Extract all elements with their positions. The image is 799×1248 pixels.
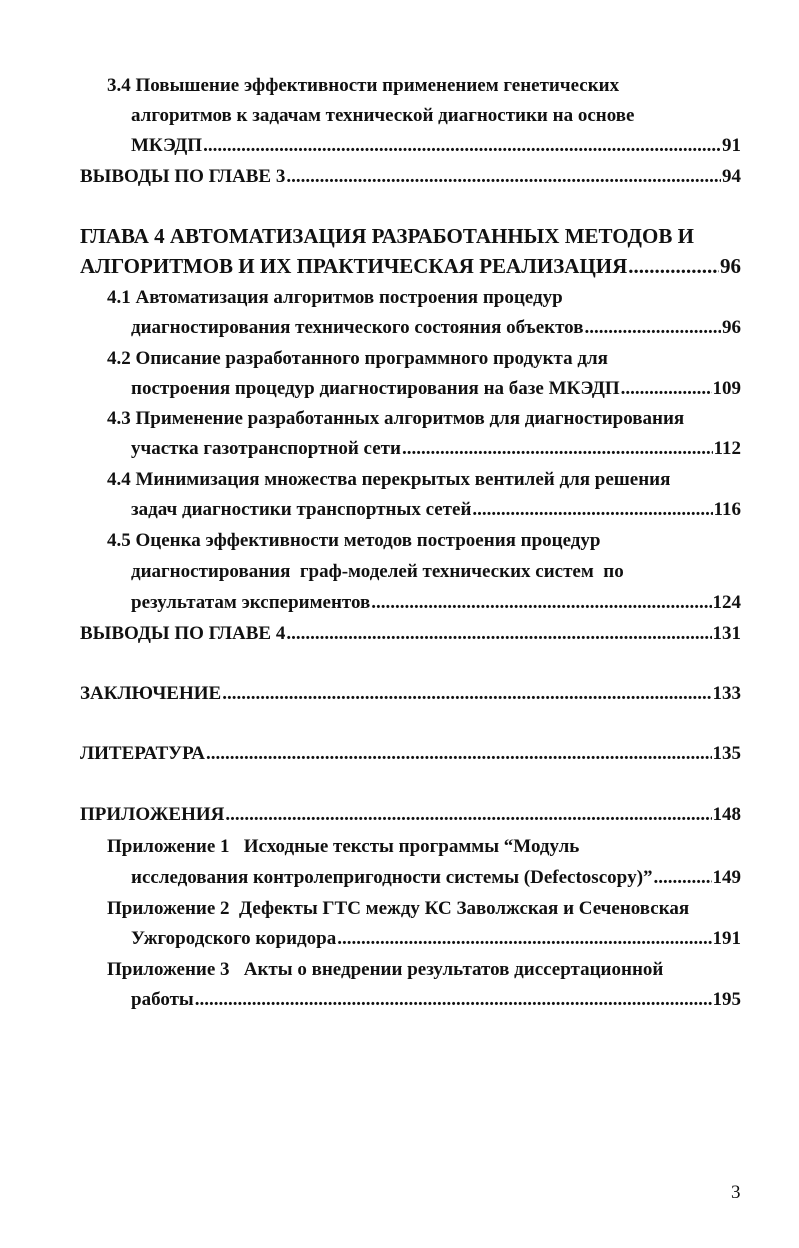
toc-entry-3-4-line3[interactable]: МКЭДП ..... 91 — [131, 134, 741, 158]
toc-entry-conclusion[interactable]: ЗАКЛЮЧЕНИЕ ..... 133 — [80, 682, 741, 706]
leader-dots — [628, 254, 719, 278]
page-ref: 96 — [720, 254, 741, 278]
leader-dots — [337, 927, 711, 951]
toc-entry-4-1-line2[interactable]: диагностирования технического состояния объектов ..... 96 — [131, 316, 741, 340]
leader-dots — [286, 165, 721, 189]
toc-entry-appendix-2-line1: Приложение 2 Дефекты ГТС между КС Заволжская и Сеченовская — [107, 898, 690, 919]
leader-dots — [286, 622, 711, 646]
page-ref: 131 — [712, 623, 741, 644]
page-ref: 149 — [712, 867, 741, 888]
page-ref: 148 — [712, 804, 741, 825]
page-ref: 124 — [712, 592, 741, 613]
toc-entry-conclusions-ch4[interactable]: ВЫВОДЫ ПО ГЛАВЕ 4 ..... 131 — [80, 622, 741, 646]
leader-dots — [222, 682, 711, 706]
toc-entry-4-5-line1: 4.5 Оценка эффективности методов построения процедур — [107, 530, 601, 551]
page-ref: 94 — [722, 166, 741, 187]
leader-dots — [206, 742, 711, 766]
toc-entry-appendix-3-line1: Приложение 3 Акты о внедрении результатов диссертационной — [107, 959, 664, 980]
toc-entry-4-4-line1: 4.4 Минимизация множества перекрытых вентилей для решения — [107, 469, 671, 490]
leader-dots — [654, 866, 712, 890]
toc-entry-appendix-2-line2[interactable]: Ужгородского коридора ..... 191 — [131, 927, 741, 951]
toc-entry-4-3-line1: 4.3 Применение разработанных алгоритмов для диагностирования — [107, 408, 685, 429]
page-number: 3 — [731, 1182, 741, 1203]
page-ref: 109 — [712, 378, 741, 399]
page-ref: 133 — [712, 683, 741, 704]
leader-dots — [621, 377, 712, 401]
leader-dots — [371, 591, 711, 615]
leader-dots — [225, 803, 711, 827]
toc-entry-4-4-line2[interactable]: задач диагностики транспортных сетей ..... 116 — [131, 498, 741, 522]
toc-entry-4-2-line2[interactable]: построения процедур диагностирования на базе МКЭДП ..... 109 — [131, 377, 741, 401]
toc-entry-appendix-3-line2[interactable]: работы ..... 195 — [131, 988, 741, 1012]
leader-dots — [472, 498, 712, 522]
toc-entry-appendix-1-line2[interactable]: исследования контролепригодности системы (Defectoscopy)” ..... 149 — [131, 866, 741, 890]
toc-entry-4-5-line2: диагностирования граф-моделей технических систем по — [131, 561, 624, 582]
toc-chapter-4-line1: ГЛАВА 4 АВТОМАТИЗАЦИЯ РАЗРАБОТАННЫХ МЕТОДОВ И — [80, 224, 694, 248]
toc-entry-3-4-line1: 3.4 Повышение эффективности применением генетических — [107, 75, 620, 96]
page-ref: 91 — [722, 135, 741, 156]
toc-entry-4-3-line2[interactable]: участка газотранспортной сети ..... 112 — [131, 437, 741, 461]
page-ref: 112 — [713, 438, 741, 459]
leader-dots — [203, 134, 721, 158]
leader-dots — [195, 988, 712, 1012]
page-ref: 195 — [712, 989, 741, 1010]
page-ref: 191 — [712, 928, 741, 949]
toc-entry-3-4-line2: алгоритмов к задачам технической диагностики на основе — [131, 105, 635, 126]
toc-entry-literature[interactable]: ЛИТЕРАТУРА ..... 135 — [80, 742, 741, 766]
toc-chapter-4-line2[interactable]: АЛГОРИТМОВ И ИХ ПРАКТИЧЕСКАЯ РЕАЛИЗАЦИЯ ..... 96 — [80, 254, 741, 278]
leader-dots — [402, 437, 713, 461]
toc-entry-appendices[interactable]: ПРИЛОЖЕНИЯ ..... 148 — [80, 803, 741, 827]
page-ref: 116 — [713, 499, 741, 520]
leader-dots — [584, 316, 721, 340]
toc-entry-appendix-1-line1: Приложение 1 Исходные тексты программы “Модуль — [107, 836, 580, 857]
toc-entry-4-1-line1: 4.1 Автоматизация алгоритмов построения процедур — [107, 287, 563, 308]
page-ref: 135 — [712, 743, 741, 764]
page-ref: 96 — [722, 317, 741, 338]
toc-entry-conclusions-ch3[interactable]: ВЫВОДЫ ПО ГЛАВЕ 3 ..... 94 — [80, 165, 741, 189]
toc-entry-4-2-line1: 4.2 Описание разработанного программного продукта для — [107, 348, 608, 369]
toc-entry-4-5-line3[interactable]: результатам экспериментов ..... 124 — [131, 591, 741, 615]
